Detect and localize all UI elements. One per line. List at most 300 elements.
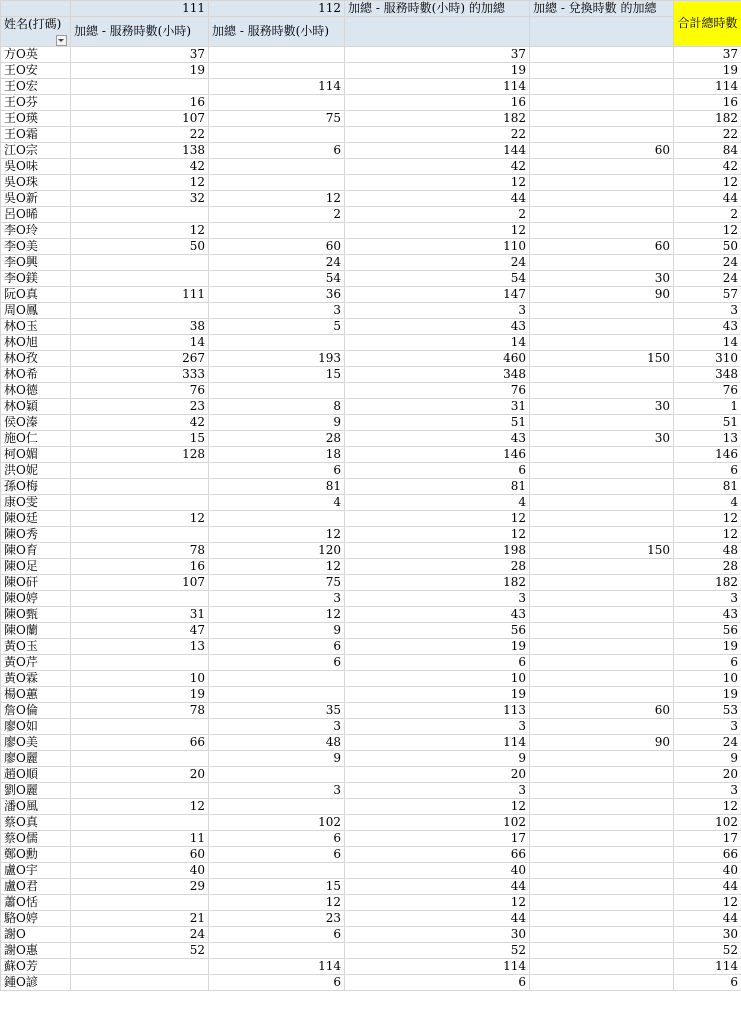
row-exchange-cell[interactable]: 150 — [530, 543, 674, 559]
row-name-cell[interactable]: 阮O真 — [1, 287, 71, 303]
row-sum-cell[interactable]: 12 — [345, 223, 530, 239]
row-name-cell[interactable]: 王O宏 — [1, 79, 71, 95]
row-sum-cell[interactable]: 4 — [345, 495, 530, 511]
row-hours-112-cell[interactable]: 6 — [209, 143, 345, 159]
row-hours-112-cell[interactable]: 102 — [209, 815, 345, 831]
row-name-cell[interactable]: 林O孜 — [1, 351, 71, 367]
row-hours-111-cell[interactable]: 111 — [71, 287, 209, 303]
row-sum-cell[interactable]: 460 — [345, 351, 530, 367]
row-exchange-cell[interactable]: 90 — [530, 735, 674, 751]
row-name-cell[interactable]: 陳O廷 — [1, 511, 71, 527]
row-exchange-cell[interactable] — [530, 207, 674, 223]
row-hours-112-cell[interactable]: 114 — [209, 959, 345, 975]
row-hours-112-cell[interactable]: 28 — [209, 431, 345, 447]
row-name-cell[interactable]: 李O美 — [1, 239, 71, 255]
row-hours-111-cell[interactable]: 107 — [71, 111, 209, 127]
row-total-cell[interactable]: 57 — [674, 287, 741, 303]
row-name-cell[interactable]: 蔡O真 — [1, 815, 71, 831]
row-hours-111-cell[interactable]: 12 — [71, 223, 209, 239]
row-total-cell[interactable]: 53 — [674, 703, 741, 719]
row-total-cell[interactable]: 102 — [674, 815, 741, 831]
row-total-cell[interactable]: 3 — [674, 783, 741, 799]
row-total-cell[interactable]: 37 — [674, 47, 741, 63]
row-exchange-cell[interactable] — [530, 575, 674, 591]
row-exchange-cell[interactable] — [530, 175, 674, 191]
row-sum-cell[interactable]: 3 — [345, 303, 530, 319]
row-hours-111-cell[interactable]: 78 — [71, 703, 209, 719]
row-hours-111-cell[interactable] — [71, 79, 209, 95]
row-exchange-cell[interactable] — [530, 895, 674, 911]
row-hours-112-cell[interactable] — [209, 223, 345, 239]
row-hours-111-cell[interactable]: 19 — [71, 63, 209, 79]
row-total-cell[interactable]: 4 — [674, 495, 741, 511]
row-name-cell[interactable]: 吳O味 — [1, 159, 71, 175]
row-hours-111-cell[interactable]: 52 — [71, 943, 209, 959]
row-name-cell[interactable]: 吳O新 — [1, 191, 71, 207]
row-name-cell[interactable]: 廖O美 — [1, 735, 71, 751]
row-total-cell[interactable]: 20 — [674, 767, 741, 783]
row-name-cell[interactable]: 陳O矸 — [1, 575, 71, 591]
row-exchange-cell[interactable] — [530, 975, 674, 991]
row-sum-cell[interactable]: 12 — [345, 175, 530, 191]
row-name-cell[interactable]: 黃O霖 — [1, 671, 71, 687]
row-exchange-cell[interactable] — [530, 191, 674, 207]
row-hours-111-cell[interactable] — [71, 815, 209, 831]
row-total-cell[interactable]: 28 — [674, 559, 741, 575]
row-sum-cell[interactable]: 3 — [345, 591, 530, 607]
row-sum-cell[interactable]: 24 — [345, 255, 530, 271]
row-hours-111-cell[interactable]: 78 — [71, 543, 209, 559]
row-hours-112-cell[interactable] — [209, 863, 345, 879]
row-total-cell[interactable]: 81 — [674, 479, 741, 495]
row-exchange-cell[interactable] — [530, 591, 674, 607]
row-sum-cell[interactable]: 114 — [345, 959, 530, 975]
row-exchange-cell[interactable]: 30 — [530, 271, 674, 287]
row-hours-112-cell[interactable]: 9 — [209, 623, 345, 639]
row-hours-112-cell[interactable]: 3 — [209, 303, 345, 319]
row-hours-111-cell[interactable] — [71, 255, 209, 271]
row-hours-112-cell[interactable]: 6 — [209, 847, 345, 863]
header-name-filter[interactable] — [1, 17, 71, 47]
row-hours-112-cell[interactable]: 3 — [209, 591, 345, 607]
row-name-cell[interactable]: 洪O妮 — [1, 463, 71, 479]
row-hours-112-cell[interactable] — [209, 95, 345, 111]
row-hours-112-cell[interactable]: 120 — [209, 543, 345, 559]
row-name-cell[interactable]: 黃O玉 — [1, 639, 71, 655]
filter-dropdown-icon[interactable] — [56, 35, 67, 46]
row-hours-112-cell[interactable] — [209, 799, 345, 815]
row-hours-111-cell[interactable] — [71, 271, 209, 287]
row-hours-111-cell[interactable]: 50 — [71, 239, 209, 255]
row-hours-111-cell[interactable] — [71, 207, 209, 223]
row-name-cell[interactable]: 李O玲 — [1, 223, 71, 239]
row-sum-cell[interactable]: 22 — [345, 127, 530, 143]
row-exchange-cell[interactable] — [530, 479, 674, 495]
row-exchange-cell[interactable] — [530, 319, 674, 335]
row-hours-112-cell[interactable]: 48 — [209, 735, 345, 751]
row-total-cell[interactable]: 182 — [674, 111, 741, 127]
row-exchange-cell[interactable] — [530, 559, 674, 575]
row-sum-cell[interactable]: 66 — [345, 847, 530, 863]
row-exchange-cell[interactable] — [530, 767, 674, 783]
row-hours-111-cell[interactable]: 267 — [71, 351, 209, 367]
row-name-cell[interactable]: 潘O風 — [1, 799, 71, 815]
row-name-cell[interactable]: 陳O足 — [1, 559, 71, 575]
row-total-cell[interactable]: 3 — [674, 303, 741, 319]
row-name-cell[interactable]: 楊O蕙 — [1, 687, 71, 703]
row-hours-111-cell[interactable] — [71, 591, 209, 607]
row-hours-111-cell[interactable]: 20 — [71, 767, 209, 783]
row-sum-cell[interactable]: 42 — [345, 159, 530, 175]
row-sum-cell[interactable]: 14 — [345, 335, 530, 351]
row-sum-cell[interactable]: 3 — [345, 719, 530, 735]
row-sum-cell[interactable]: 19 — [345, 687, 530, 703]
row-hours-112-cell[interactable]: 8 — [209, 399, 345, 415]
row-total-cell[interactable]: 43 — [674, 319, 741, 335]
row-total-cell[interactable]: 114 — [674, 79, 741, 95]
row-name-cell[interactable]: 孫O梅 — [1, 479, 71, 495]
row-sum-cell[interactable]: 182 — [345, 575, 530, 591]
row-total-cell[interactable]: 24 — [674, 735, 741, 751]
row-hours-112-cell[interactable]: 12 — [209, 191, 345, 207]
row-exchange-cell[interactable]: 60 — [530, 239, 674, 255]
row-sum-cell[interactable]: 6 — [345, 655, 530, 671]
row-exchange-cell[interactable] — [530, 607, 674, 623]
row-sum-cell[interactable]: 17 — [345, 831, 530, 847]
row-sum-cell[interactable]: 147 — [345, 287, 530, 303]
row-name-cell[interactable]: 黃O芹 — [1, 655, 71, 671]
row-name-cell[interactable]: 李O興 — [1, 255, 71, 271]
row-hours-111-cell[interactable]: 16 — [71, 95, 209, 111]
row-hours-112-cell[interactable] — [209, 175, 345, 191]
row-name-cell[interactable]: 林O穎 — [1, 399, 71, 415]
row-exchange-cell[interactable] — [530, 95, 674, 111]
row-exchange-cell[interactable] — [530, 831, 674, 847]
row-hours-112-cell[interactable]: 6 — [209, 927, 345, 943]
row-exchange-cell[interactable]: 30 — [530, 399, 674, 415]
row-hours-111-cell[interactable] — [71, 495, 209, 511]
row-name-cell[interactable]: 陳O秀 — [1, 527, 71, 543]
row-exchange-cell[interactable] — [530, 367, 674, 383]
row-total-cell[interactable]: 3 — [674, 719, 741, 735]
row-name-cell[interactable]: 詹O倫 — [1, 703, 71, 719]
row-exchange-cell[interactable] — [530, 863, 674, 879]
row-sum-cell[interactable]: 44 — [345, 191, 530, 207]
row-total-cell[interactable]: 12 — [674, 223, 741, 239]
row-total-cell[interactable]: 12 — [674, 511, 741, 527]
row-total-cell[interactable]: 42 — [674, 159, 741, 175]
row-sum-cell[interactable]: 43 — [345, 431, 530, 447]
row-hours-111-cell[interactable]: 29 — [71, 879, 209, 895]
row-name-cell[interactable]: 謝O惠 — [1, 943, 71, 959]
row-hours-112-cell[interactable]: 5 — [209, 319, 345, 335]
row-exchange-cell[interactable] — [530, 927, 674, 943]
row-exchange-cell[interactable] — [530, 751, 674, 767]
row-sum-cell[interactable]: 114 — [345, 79, 530, 95]
row-name-cell[interactable]: 駱O婷 — [1, 911, 71, 927]
row-hours-112-cell[interactable] — [209, 127, 345, 143]
row-hours-112-cell[interactable] — [209, 47, 345, 63]
row-hours-111-cell[interactable] — [71, 895, 209, 911]
row-sum-cell[interactable]: 30 — [345, 927, 530, 943]
row-sum-cell[interactable]: 31 — [345, 399, 530, 415]
row-name-cell[interactable]: 呂O晞 — [1, 207, 71, 223]
row-exchange-cell[interactable]: 30 — [530, 431, 674, 447]
row-hours-111-cell[interactable] — [71, 719, 209, 735]
row-total-cell[interactable]: 3 — [674, 591, 741, 607]
row-name-cell[interactable]: 王O安 — [1, 63, 71, 79]
row-exchange-cell[interactable] — [530, 799, 674, 815]
row-sum-cell[interactable]: 12 — [345, 799, 530, 815]
row-total-cell[interactable]: 40 — [674, 863, 741, 879]
row-total-cell[interactable]: 84 — [674, 143, 741, 159]
row-hours-111-cell[interactable]: 12 — [71, 799, 209, 815]
row-hours-112-cell[interactable]: 81 — [209, 479, 345, 495]
row-sum-cell[interactable]: 114 — [345, 735, 530, 751]
row-hours-112-cell[interactable]: 24 — [209, 255, 345, 271]
row-hours-111-cell[interactable] — [71, 527, 209, 543]
row-name-cell[interactable]: 江O宗 — [1, 143, 71, 159]
row-total-cell[interactable]: 43 — [674, 607, 741, 623]
row-hours-112-cell[interactable]: 6 — [209, 655, 345, 671]
row-hours-111-cell[interactable]: 38 — [71, 319, 209, 335]
row-hours-112-cell[interactable]: 9 — [209, 751, 345, 767]
row-total-cell[interactable]: 44 — [674, 879, 741, 895]
row-name-cell[interactable]: 林O希 — [1, 367, 71, 383]
row-hours-111-cell[interactable]: 24 — [71, 927, 209, 943]
row-total-cell[interactable]: 16 — [674, 95, 741, 111]
row-exchange-cell[interactable] — [530, 255, 674, 271]
row-hours-112-cell[interactable] — [209, 687, 345, 703]
row-total-cell[interactable]: 44 — [674, 911, 741, 927]
row-hours-111-cell[interactable]: 42 — [71, 159, 209, 175]
row-name-cell[interactable]: 廖O如 — [1, 719, 71, 735]
row-exchange-cell[interactable] — [530, 159, 674, 175]
row-hours-111-cell[interactable]: 19 — [71, 687, 209, 703]
row-sum-cell[interactable]: 52 — [345, 943, 530, 959]
row-hours-112-cell[interactable] — [209, 159, 345, 175]
row-name-cell[interactable]: 蘇O芳 — [1, 959, 71, 975]
row-hours-112-cell[interactable]: 54 — [209, 271, 345, 287]
row-total-cell[interactable]: 48 — [674, 543, 741, 559]
row-sum-cell[interactable]: 56 — [345, 623, 530, 639]
row-name-cell[interactable]: 侯O溱 — [1, 415, 71, 431]
row-sum-cell[interactable]: 44 — [345, 911, 530, 927]
row-hours-112-cell[interactable] — [209, 767, 345, 783]
row-sum-cell[interactable]: 54 — [345, 271, 530, 287]
row-total-cell[interactable]: 51 — [674, 415, 741, 431]
row-total-cell[interactable]: 348 — [674, 367, 741, 383]
row-sum-cell[interactable]: 2 — [345, 207, 530, 223]
row-exchange-cell[interactable] — [530, 303, 674, 319]
row-total-cell[interactable]: 6 — [674, 463, 741, 479]
row-name-cell[interactable]: 蔡O儒 — [1, 831, 71, 847]
row-hours-111-cell[interactable]: 60 — [71, 847, 209, 863]
row-sum-cell[interactable]: 3 — [345, 783, 530, 799]
row-name-cell[interactable]: 康O雯 — [1, 495, 71, 511]
row-exchange-cell[interactable]: 60 — [530, 703, 674, 719]
row-hours-111-cell[interactable]: 12 — [71, 511, 209, 527]
row-total-cell[interactable]: 146 — [674, 447, 741, 463]
row-sum-cell[interactable]: 19 — [345, 639, 530, 655]
row-exchange-cell[interactable] — [530, 79, 674, 95]
row-total-cell[interactable]: 19 — [674, 687, 741, 703]
row-exchange-cell[interactable] — [530, 943, 674, 959]
row-exchange-cell[interactable] — [530, 415, 674, 431]
row-exchange-cell[interactable] — [530, 783, 674, 799]
row-hours-111-cell[interactable]: 10 — [71, 671, 209, 687]
row-total-cell[interactable]: 24 — [674, 271, 741, 287]
row-hours-111-cell[interactable]: 128 — [71, 447, 209, 463]
row-total-cell[interactable]: 30 — [674, 927, 741, 943]
row-sum-cell[interactable]: 6 — [345, 463, 530, 479]
row-total-cell[interactable]: 44 — [674, 191, 741, 207]
row-exchange-cell[interactable] — [530, 687, 674, 703]
row-name-cell[interactable]: 盧O君 — [1, 879, 71, 895]
row-sum-cell[interactable]: 76 — [345, 383, 530, 399]
row-sum-cell[interactable]: 40 — [345, 863, 530, 879]
row-hours-111-cell[interactable] — [71, 959, 209, 975]
row-sum-cell[interactable]: 12 — [345, 511, 530, 527]
row-hours-111-cell[interactable]: 47 — [71, 623, 209, 639]
row-total-cell[interactable]: 22 — [674, 127, 741, 143]
row-hours-111-cell[interactable]: 42 — [71, 415, 209, 431]
row-name-cell[interactable]: 陳O甄 — [1, 607, 71, 623]
row-exchange-cell[interactable]: 150 — [530, 351, 674, 367]
row-total-cell[interactable]: 19 — [674, 639, 741, 655]
row-hours-112-cell[interactable] — [209, 671, 345, 687]
row-hours-111-cell[interactable] — [71, 655, 209, 671]
row-exchange-cell[interactable] — [530, 623, 674, 639]
row-sum-cell[interactable]: 20 — [345, 767, 530, 783]
row-hours-111-cell[interactable]: 31 — [71, 607, 209, 623]
row-hours-112-cell[interactable]: 35 — [209, 703, 345, 719]
row-sum-cell[interactable]: 6 — [345, 975, 530, 991]
row-hours-111-cell[interactable] — [71, 783, 209, 799]
row-total-cell[interactable]: 12 — [674, 895, 741, 911]
row-name-cell[interactable]: 林O玉 — [1, 319, 71, 335]
row-hours-111-cell[interactable]: 40 — [71, 863, 209, 879]
row-exchange-cell[interactable]: 60 — [530, 143, 674, 159]
row-total-cell[interactable]: 76 — [674, 383, 741, 399]
row-total-cell[interactable]: 56 — [674, 623, 741, 639]
row-total-cell[interactable]: 6 — [674, 975, 741, 991]
row-exchange-cell[interactable] — [530, 47, 674, 63]
row-hours-111-cell[interactable]: 12 — [71, 175, 209, 191]
row-hours-112-cell[interactable]: 6 — [209, 639, 345, 655]
row-total-cell[interactable]: 52 — [674, 943, 741, 959]
row-name-cell[interactable]: 盧O宇 — [1, 863, 71, 879]
row-name-cell[interactable]: 方O英 — [1, 47, 71, 63]
row-exchange-cell[interactable] — [530, 495, 674, 511]
row-name-cell[interactable]: 陳O婷 — [1, 591, 71, 607]
row-hours-111-cell[interactable]: 76 — [71, 383, 209, 399]
row-exchange-cell[interactable] — [530, 959, 674, 975]
row-name-cell[interactable]: 王O霜 — [1, 127, 71, 143]
row-total-cell[interactable]: 12 — [674, 175, 741, 191]
row-hours-111-cell[interactable]: 13 — [71, 639, 209, 655]
row-hours-112-cell[interactable] — [209, 943, 345, 959]
row-total-cell[interactable]: 9 — [674, 751, 741, 767]
row-name-cell[interactable]: 施O仁 — [1, 431, 71, 447]
row-name-cell[interactable]: 陳O蘭 — [1, 623, 71, 639]
row-total-cell[interactable]: 12 — [674, 799, 741, 815]
row-total-cell[interactable]: 310 — [674, 351, 741, 367]
row-sum-cell[interactable]: 43 — [345, 607, 530, 623]
row-hours-112-cell[interactable]: 18 — [209, 447, 345, 463]
row-exchange-cell[interactable] — [530, 719, 674, 735]
row-exchange-cell[interactable] — [530, 911, 674, 927]
row-total-cell[interactable]: 66 — [674, 847, 741, 863]
row-hours-111-cell[interactable] — [71, 303, 209, 319]
row-total-cell[interactable]: 50 — [674, 239, 741, 255]
row-exchange-cell[interactable] — [530, 383, 674, 399]
row-hours-111-cell[interactable]: 15 — [71, 431, 209, 447]
row-exchange-cell[interactable] — [530, 671, 674, 687]
row-hours-112-cell[interactable] — [209, 63, 345, 79]
row-sum-cell[interactable]: 81 — [345, 479, 530, 495]
row-sum-cell[interactable]: 37 — [345, 47, 530, 63]
row-exchange-cell[interactable] — [530, 447, 674, 463]
row-hours-112-cell[interactable]: 3 — [209, 783, 345, 799]
row-hours-112-cell[interactable] — [209, 511, 345, 527]
row-exchange-cell[interactable] — [530, 335, 674, 351]
row-exchange-cell[interactable] — [530, 511, 674, 527]
row-hours-111-cell[interactable]: 21 — [71, 911, 209, 927]
row-hours-111-cell[interactable]: 22 — [71, 127, 209, 143]
row-hours-111-cell[interactable] — [71, 751, 209, 767]
row-total-cell[interactable]: 24 — [674, 255, 741, 271]
row-hours-111-cell[interactable]: 23 — [71, 399, 209, 415]
row-total-cell[interactable]: 14 — [674, 335, 741, 351]
row-sum-cell[interactable]: 51 — [345, 415, 530, 431]
row-hours-111-cell[interactable]: 32 — [71, 191, 209, 207]
row-exchange-cell[interactable] — [530, 879, 674, 895]
row-total-cell[interactable]: 13 — [674, 431, 741, 447]
row-sum-cell[interactable]: 28 — [345, 559, 530, 575]
row-hours-112-cell[interactable]: 4 — [209, 495, 345, 511]
row-exchange-cell[interactable] — [530, 847, 674, 863]
row-hours-112-cell[interactable]: 60 — [209, 239, 345, 255]
row-hours-111-cell[interactable]: 66 — [71, 735, 209, 751]
row-hours-112-cell[interactable]: 3 — [209, 719, 345, 735]
row-hours-112-cell[interactable]: 15 — [209, 367, 345, 383]
row-sum-cell[interactable]: 43 — [345, 319, 530, 335]
row-name-cell[interactable]: 周O鳳 — [1, 303, 71, 319]
row-sum-cell[interactable]: 19 — [345, 63, 530, 79]
row-hours-112-cell[interactable]: 75 — [209, 575, 345, 591]
row-sum-cell[interactable]: 102 — [345, 815, 530, 831]
row-name-cell[interactable]: 蕭O恬 — [1, 895, 71, 911]
row-hours-111-cell[interactable]: 16 — [71, 559, 209, 575]
row-name-cell[interactable]: 鄭O勳 — [1, 847, 71, 863]
row-sum-cell[interactable]: 113 — [345, 703, 530, 719]
row-sum-cell[interactable]: 110 — [345, 239, 530, 255]
row-hours-112-cell[interactable] — [209, 383, 345, 399]
row-hours-112-cell[interactable]: 15 — [209, 879, 345, 895]
row-exchange-cell[interactable] — [530, 815, 674, 831]
row-total-cell[interactable]: 10 — [674, 671, 741, 687]
row-hours-112-cell[interactable]: 12 — [209, 527, 345, 543]
row-sum-cell[interactable]: 9 — [345, 751, 530, 767]
row-hours-112-cell[interactable]: 12 — [209, 559, 345, 575]
row-name-cell[interactable]: 鍾O諺 — [1, 975, 71, 991]
row-total-cell[interactable]: 182 — [674, 575, 741, 591]
row-name-cell[interactable]: 王O瑛 — [1, 111, 71, 127]
row-sum-cell[interactable]: 12 — [345, 895, 530, 911]
row-hours-111-cell[interactable]: 14 — [71, 335, 209, 351]
row-sum-cell[interactable]: 144 — [345, 143, 530, 159]
